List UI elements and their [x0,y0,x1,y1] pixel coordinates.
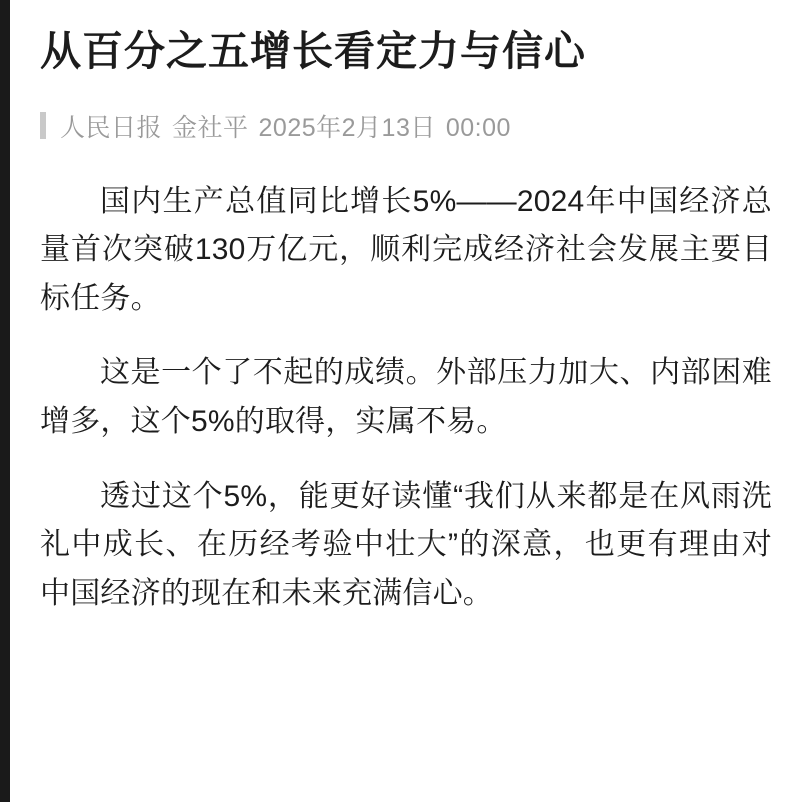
byline-source: 人民日报 [60,113,163,142]
article-paragraph: 这是一个了不起的成绩。外部压力加大、内部困难增多，这个5%的取得，实属不易。 [40,356,772,439]
article-content [10,0,800,802]
byline-accent-bar [40,112,46,139]
page-title: 从百分之五增长看定力与信心 [40,28,586,74]
article-paragraph: 透过这个5%，能更好读懂“我们从来都是在风雨洗礼中成长、在历经考验中壮大”的深意，也更有理由对中国经济的现在和未来充满信心。 [40,479,772,610]
byline-author: 金社平 [172,113,249,142]
byline [40,108,772,144]
article-body [40,178,772,619]
byline-text [60,108,511,144]
byline-date: 2025年2月13日 [258,113,436,142]
byline-time: 00:00 [445,113,511,142]
left-accent-bar [0,0,10,802]
article-paragraph: 国内生产总值同比增长5%——2024年中国经济总量首次突破130万亿元，顺利完成经济社会发展主要目标任务。 [40,184,772,315]
